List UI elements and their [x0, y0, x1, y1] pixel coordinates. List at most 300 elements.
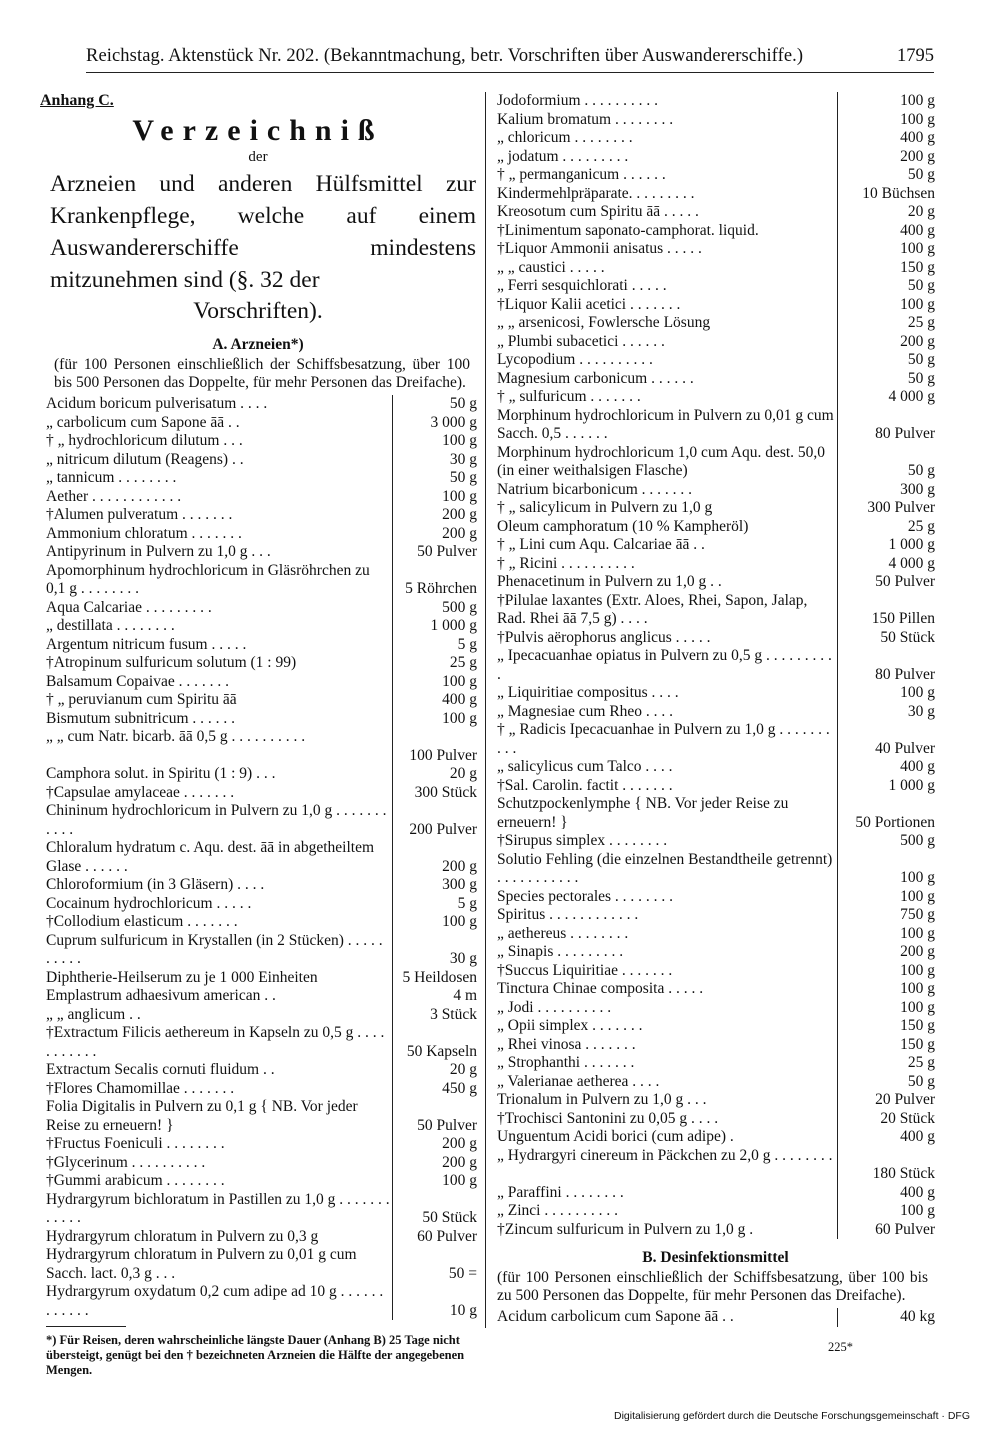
right-item-row — [497, 333, 934, 352]
item-amount: 100 g — [392, 488, 477, 507]
left-item-row — [40, 599, 476, 618]
right-item-row — [497, 518, 934, 537]
right-item-row — [497, 166, 934, 185]
left-item-row — [40, 617, 476, 636]
item-amount: 150 g — [837, 1017, 935, 1036]
right-item-row — [497, 203, 934, 222]
left-item-row — [40, 1024, 476, 1061]
item-amount: 50 g — [837, 166, 935, 185]
item-name: Species pectorales . . . . . . . . — [497, 887, 674, 905]
item-amount: 100 g — [392, 1172, 477, 1191]
item-name: † „ peruvianum cum Spiritu āā — [46, 691, 237, 708]
right-item-row — [497, 592, 934, 629]
section-b-note: (für 100 Personen einschließlich der Schiffsbesatzung, über 100 bis zu 500 Personen das Doppelte, für mehr Personen das Dreifache). — [497, 1269, 928, 1304]
item-amount: 50 Pulver — [837, 573, 935, 592]
item-name: Acidum carbolicum cum Sapone āā . . — [497, 1308, 734, 1325]
left-item-row — [40, 710, 476, 729]
item-name: Antipyrinum in Pulvern zu 1,0 g . . . — [46, 543, 271, 560]
item-amount: 50 Pulver — [392, 543, 477, 562]
item-name: „ Sinapis . . . . . . . . . — [497, 943, 624, 960]
page-header — [86, 40, 934, 74]
item-amount: 5 Heildosen — [392, 969, 477, 988]
item-amount: 5 g — [392, 636, 477, 655]
item-name: „ Opii simplex . . . . . . . — [497, 1017, 643, 1034]
item-name: „ chloricum . . . . . . . . — [497, 129, 633, 146]
right-item-row — [497, 925, 934, 944]
item-amount: 20 g — [392, 1061, 477, 1080]
item-name: „ Ferri sesquichlorati . . . . . — [497, 277, 667, 294]
item-amount: 400 g — [837, 222, 935, 241]
right-item-row — [497, 943, 934, 962]
item-name: Diphtherie-Heilserum zu je 1 000 Einheiten — [46, 968, 318, 986]
item-name: „ „ anglicum . . — [46, 1005, 141, 1023]
footnote-rule — [46, 1326, 126, 1327]
item-amount: 20 g — [392, 765, 477, 784]
item-amount: 400 g — [837, 1128, 935, 1147]
right-item-row — [497, 148, 934, 167]
right-item-row — [497, 555, 934, 574]
left-item-row — [40, 802, 476, 839]
item-name: Aether . . . . . . . . . . . . — [46, 487, 182, 505]
item-name: Apomorphinum hydrochloricum in Gläsröhrchen zu 0,1 g . . . . . . . . — [46, 561, 370, 597]
item-amount: 100 g — [837, 999, 935, 1018]
item-name: †Collodium elasticum . . . . . . . — [46, 913, 238, 930]
item-name: „ aethereus . . . . . . . . — [497, 924, 629, 942]
item-amount: 50 g — [837, 277, 935, 296]
right-item-row — [497, 536, 934, 555]
heading-der: der — [248, 149, 268, 165]
item-amount: 100 g — [837, 684, 935, 703]
item-name: Kreosotum cum Spiritu āā . . . . . — [497, 203, 699, 220]
right-item-row — [497, 499, 934, 518]
left-item-row — [40, 784, 476, 803]
item-amount: 100 g — [837, 980, 935, 999]
item-amount: 300 g — [837, 481, 935, 500]
left-item-row — [40, 414, 476, 433]
item-amount: 25 g — [837, 1054, 935, 1073]
left-item-row — [40, 395, 476, 414]
left-item-row — [40, 932, 476, 969]
item-name: „ Zinci . . . . . . . . . . — [497, 1202, 618, 1219]
item-amount: 50 g — [837, 370, 935, 389]
left-item-row — [40, 969, 476, 988]
item-amount: 200 g — [392, 839, 477, 876]
item-amount: 400 g — [837, 1184, 935, 1203]
signature-mark: 225* — [828, 1340, 853, 1354]
section-b-item-list — [497, 1308, 934, 1327]
item-name: Kindermehlpräparate. . . . . . . . . — [497, 184, 695, 202]
right-item-row — [497, 777, 934, 796]
right-item-row — [497, 999, 934, 1018]
item-name: Bismutum subnitricum . . . . . . — [46, 709, 236, 727]
item-name: †Zincum sulfuricum in Pulvern zu 1,0 g . — [497, 1220, 754, 1238]
item-name: „ Valerianae aetherea . . . . — [497, 1072, 660, 1090]
digitization-credit: Digitalisierung gefördert durch die Deutsche Forschungsgemeinschaft · DFG — [613, 1410, 970, 1422]
right-item-row — [497, 314, 934, 333]
annex-label: Anhang C. — [40, 92, 114, 109]
item-name: †Pilulae laxantes (Extr. Aloes, Rhei, Sapon, Jalap, Rad. Rhei āā 7,5 g) . . . . — [497, 591, 808, 627]
item-name: Morphinum hydrochloricum in Pulvern zu 0,01 g cum Sacch. 0,5 . . . . . . — [497, 406, 834, 442]
item-name: Natrium bicarbonicum . . . . . . . — [497, 480, 692, 498]
item-amount: 40 kg — [837, 1308, 935, 1327]
item-name: †Gummi arabicum . . . . . . . . — [46, 1172, 225, 1189]
item-name: Hydrargyrum chloratum in Pulvern zu 0,01 g cum Sacch. lact. 0,3 g . . . — [46, 1246, 357, 1282]
item-amount: 50 Kapseln — [392, 1024, 477, 1061]
item-name: „ Liquiritiae compositus . . . . — [497, 684, 679, 701]
item-amount: 50 g — [837, 444, 935, 481]
item-name: †Pulvis aërophorus anglicus . . . . . — [497, 628, 711, 646]
intro-text: Arzneien und anderen Hülfsmittel zur Krankenpflege, welche auf einem Auswandererschiffe mindestens mitzunehmen sind (§. 32 der — [50, 171, 476, 293]
item-amount: 4 000 g — [837, 555, 935, 574]
item-amount: 40 Pulver — [837, 721, 935, 758]
left-item-row — [40, 654, 476, 673]
item-name: † „ Lini cum Aqu. Calcariae āā . . — [497, 536, 705, 553]
left-item-row — [40, 1191, 476, 1228]
right-item-row — [497, 240, 934, 259]
item-amount: 5 Röhrchen — [392, 562, 477, 599]
left-item-row — [40, 839, 476, 876]
item-name: †Alumen pulveratum . . . . . . . — [46, 506, 233, 523]
item-amount: 100 g — [837, 296, 935, 315]
item-amount: 20 Pulver — [837, 1091, 935, 1110]
left-item-row — [40, 728, 476, 765]
item-amount: 20 Stück — [837, 1110, 935, 1129]
item-name: †Flores Chamomillae . . . . . . . — [46, 1079, 235, 1097]
item-name: Cuprum sulfuricum in Krystallen (in 2 Stücken) . . . . . . . . . . — [46, 931, 383, 967]
right-item-row — [497, 721, 934, 758]
item-name: †Succus Liquiritiae . . . . . . . — [497, 961, 673, 979]
item-name: Phenacetinum in Pulvern zu 1,0 g . . — [497, 573, 722, 590]
item-amount: 100 g — [392, 432, 477, 451]
item-amount: 150 Pillen — [837, 592, 935, 629]
right-item-row — [497, 1221, 934, 1240]
item-amount: 300 Stück — [392, 784, 477, 803]
right-item-row — [497, 296, 934, 315]
item-amount: 200 g — [837, 333, 935, 352]
item-amount: 750 g — [837, 906, 935, 925]
item-name: Tinctura Chinae composita . . . . . — [497, 980, 704, 997]
right-column — [497, 92, 934, 1327]
right-item-row — [497, 629, 934, 648]
item-name: Hydrargyrum bichloratum in Pastillen zu 1,0 g . . . . . . . . . . . . — [46, 1190, 390, 1226]
right-item-row — [497, 1184, 934, 1203]
item-name: „ Ipecacuanhae opiatus in Pulvern zu 0,5 g . . . . . . . . . . — [497, 647, 832, 683]
item-amount: 30 g — [837, 703, 935, 722]
item-amount: 400 g — [837, 129, 935, 148]
item-name: „ Strophanthi . . . . . . . — [497, 1054, 635, 1071]
item-name: †Capsulae amylaceae . . . . . . . — [46, 783, 235, 801]
item-amount: 200 g — [392, 1135, 477, 1154]
right-item-row — [497, 111, 934, 130]
item-amount: 150 g — [837, 1036, 935, 1055]
right-item-row — [497, 1073, 934, 1092]
item-name: †Trochisci Santonini zu 0,05 g . . . . — [497, 1109, 719, 1127]
item-amount: 1 000 g — [837, 777, 935, 796]
section-b-title: B. Desinfektionsmittel — [642, 1249, 789, 1266]
item-name: Balsamum Copaivae . . . . . . . — [46, 672, 229, 690]
item-name: „ destillata . . . . . . . . — [46, 617, 175, 634]
item-name: †Atropinum sulfuricum solutum (1 : 99) — [46, 654, 297, 671]
right-item-row — [497, 1036, 934, 1055]
item-name: †Extractum Filicis aethereum in Kapseln zu 0,5 g . . . . . . . . . . . — [46, 1024, 385, 1060]
section-b-item-row — [497, 1308, 934, 1327]
left-item-row — [40, 1006, 476, 1025]
right-item-row — [497, 185, 934, 204]
item-amount: 60 Pulver — [837, 1221, 935, 1240]
item-name: †Fructus Foeniculi . . . . . . . . — [46, 1135, 225, 1152]
item-name: „ carbolicum cum Sapone āā . . — [46, 413, 240, 431]
item-amount: 25 g — [837, 314, 935, 333]
section-a-note: (für 100 Personen einschließlich der Schiffsbesatzung, über 100 bis 500 Personen das Doppelte, für mehr Personen das Dreifache). — [54, 356, 470, 391]
item-amount: 200 g — [392, 525, 477, 544]
item-name: †Sirupus simplex . . . . . . . . — [497, 832, 668, 849]
item-amount: 30 g — [392, 451, 477, 470]
item-amount: 200 g — [392, 1154, 477, 1173]
item-amount: 10 g — [392, 1283, 477, 1320]
right-item-row — [497, 573, 934, 592]
right-item-row — [497, 962, 934, 981]
item-name: Morphinum hydrochloricum 1,0 cum Aqu. dest. 50,0 (in einer weithalsigen Flasche) — [497, 443, 826, 479]
footnote: *) Für Reisen, deren wahrscheinliche längste Dauer (Anhang B) 25 Tage nicht übersteigt, genügt bei den † bezeichneten Arzneien die Hälfte der angegebenen Mengen. — [46, 1333, 465, 1377]
item-name: Magnesium carbonicum . . . . . . — [497, 369, 694, 387]
left-item-row — [40, 673, 476, 692]
item-name: Lycopodium . . . . . . . . . . — [497, 351, 653, 368]
right-item-row — [497, 647, 934, 684]
item-amount: 200 g — [837, 148, 935, 167]
item-amount: 50 Stück — [392, 1191, 477, 1228]
item-amount: 100 g — [837, 925, 935, 944]
right-item-row — [497, 888, 934, 907]
intro-text-end: Vorschriften). — [193, 298, 323, 324]
item-name: „ tannicum . . . . . . . . — [46, 469, 177, 486]
item-name: Spiritus . . . . . . . . . . . . — [497, 906, 639, 923]
item-name: †Liquor Kalii acetici . . . . . . . — [497, 295, 681, 313]
item-name: Kalium bromatum . . . . . . . . — [497, 110, 674, 128]
item-amount: 50 Portionen — [837, 795, 935, 832]
item-name: Chloroformium (in 3 Gläsern) . . . . — [46, 876, 265, 893]
item-name: Schutzpockenlymphe { NB. Vor jeder Reise zu erneuern! } — [497, 795, 789, 831]
item-amount: 300 g — [392, 876, 477, 895]
item-name: „ Plumbi subacetici . . . . . . — [497, 332, 665, 350]
right-item-row — [497, 1054, 934, 1073]
item-amount: 100 g — [392, 710, 477, 729]
item-amount: 400 g — [392, 691, 477, 710]
item-amount: 3 000 g — [392, 414, 477, 433]
left-item-row — [40, 876, 476, 895]
header-rule — [86, 72, 934, 73]
item-name: Extractum Secalis cornuti fluidum . . — [46, 1061, 275, 1078]
right-item-row — [497, 277, 934, 296]
item-name: „ „ arsenicosi, Fowlersche Lösung — [497, 314, 711, 331]
item-name: † „ permanganicum . . . . . . — [497, 166, 666, 183]
right-item-row — [497, 832, 934, 851]
item-amount: 50 Stück — [837, 629, 935, 648]
item-amount: 500 g — [837, 832, 935, 851]
item-amount: 100 g — [837, 962, 935, 981]
left-item-row — [40, 691, 476, 710]
item-name: Camphora solut. in Spiritu (1 : 9) . . . — [46, 765, 276, 782]
item-name: Jodoformium . . . . . . . . . . — [497, 92, 659, 109]
item-name: „ „ cum Natr. bicarb. āā 0,5 g . . . . . . . . . . — [46, 728, 306, 745]
item-amount: 4 000 g — [837, 388, 935, 407]
item-amount: 400 g — [837, 758, 935, 777]
item-amount: 500 g — [392, 599, 477, 618]
right-item-row — [497, 444, 934, 481]
item-amount: 1 000 g — [392, 617, 477, 636]
page-number: 1795 — [897, 46, 934, 66]
item-amount: 1 000 g — [837, 536, 935, 555]
right-item-row — [497, 388, 934, 407]
document-heading: Verzeichniß — [132, 114, 384, 147]
item-name: Ammonium chloratum . . . . . . . — [46, 524, 242, 542]
column-divider — [485, 92, 486, 1328]
item-name: †Liquor Ammonii anisatus . . . . . — [497, 240, 702, 257]
item-amount: 100 g — [837, 851, 935, 888]
item-amount: 200 g — [392, 506, 477, 525]
left-item-list — [40, 395, 476, 1320]
item-amount: 450 g — [392, 1080, 477, 1099]
item-amount: 200 g — [837, 943, 935, 962]
item-name: Hydrargyrum chloratum in Pulvern zu 0,3 g — [46, 1227, 319, 1245]
item-amount: 100 g — [837, 92, 935, 111]
left-item-row — [40, 432, 476, 451]
item-name: † „ Radicis Ipecacuanhae in Pulvern zu 1,0 g . . . . . . . . . . — [497, 721, 830, 757]
item-amount: 5 g — [392, 895, 477, 914]
item-amount: 300 Pulver — [837, 499, 935, 518]
item-amount: 100 g — [837, 888, 935, 907]
right-item-row — [497, 1128, 934, 1147]
item-name: † „ sulfuricum . . . . . . . — [497, 388, 641, 405]
item-name: †Glycerinum . . . . . . . . . . — [46, 1153, 206, 1171]
right-item-row — [497, 1017, 934, 1036]
item-name: „ jodatum . . . . . . . . . — [497, 147, 629, 165]
left-item-row — [40, 1135, 476, 1154]
right-item-row — [497, 758, 934, 777]
item-amount: 25 g — [837, 518, 935, 537]
item-name: Folia Digitalis in Pulvern zu 0,1 g { NB. Vor jeder Reise zu erneuern! } — [46, 1098, 358, 1134]
left-item-row — [40, 1228, 476, 1247]
item-amount: 10 Büchsen — [837, 185, 935, 204]
item-amount: 60 Pulver — [392, 1228, 477, 1247]
right-item-row — [497, 703, 934, 722]
right-item-row — [497, 795, 934, 832]
right-item-row — [497, 92, 934, 111]
right-item-row — [497, 351, 934, 370]
item-name: „ salicylicus cum Talco . . . . — [497, 758, 673, 775]
left-item-row — [40, 1080, 476, 1099]
item-name: Acidum boricum pulverisatum . . . . — [46, 395, 268, 412]
item-amount: 50 g — [392, 469, 477, 488]
right-item-row — [497, 684, 934, 703]
left-item-row — [40, 562, 476, 599]
right-item-row — [497, 129, 934, 148]
running-title: Reichstag. Aktenstück Nr. 202. (Bekanntmachung, betr. Vorschriften über Auswandererschiffe.) — [86, 46, 804, 66]
left-item-row — [40, 987, 476, 1006]
item-name: „ Magnesiae cum Rheo . . . . — [497, 702, 674, 720]
item-amount: 30 g — [392, 932, 477, 969]
item-name: „ nitricum dilutum (Reagens) . . — [46, 450, 244, 468]
item-amount: 150 g — [837, 259, 935, 278]
item-amount: 50 Pulver — [392, 1098, 477, 1135]
item-name: „ Paraffini . . . . . . . . — [497, 1183, 624, 1201]
item-name: Argentum nitricum fusum . . . . . — [46, 635, 247, 653]
right-item-row — [497, 370, 934, 389]
right-item-row — [497, 1110, 934, 1129]
left-item-row — [40, 636, 476, 655]
right-item-row — [497, 481, 934, 500]
item-amount: 80 Pulver — [837, 407, 935, 444]
item-name: Chloralum hydratum c. Aqu. dest. āā in abgetheiltem Glase . . . . . . — [46, 839, 375, 875]
item-name: † „ hydrochloricum dilutum . . . — [46, 432, 243, 449]
item-name: Cocainum hydrochloricum . . . . . — [46, 894, 252, 912]
left-item-row — [40, 1061, 476, 1080]
left-item-row — [40, 525, 476, 544]
item-name: „ Jodi . . . . . . . . . . — [497, 998, 612, 1016]
right-item-row — [497, 906, 934, 925]
left-item-row — [40, 765, 476, 784]
item-amount: 100 g — [392, 673, 477, 692]
item-name: Emplastrum adhaesivum american . . — [46, 987, 276, 1004]
item-name: „ Rhei vinosa . . . . . . . — [497, 1035, 636, 1053]
item-name: „ Hydrargyri cinereum in Päckchen zu 2,0 g . . . . . . . . — [497, 1146, 833, 1164]
right-item-row — [497, 1091, 934, 1110]
item-amount: 50 = — [392, 1246, 477, 1283]
left-item-row — [40, 1283, 476, 1320]
left-column — [40, 92, 476, 1378]
item-amount: 100 Pulver — [392, 728, 477, 765]
item-amount: 3 Stück — [392, 1006, 477, 1025]
left-item-row — [40, 506, 476, 525]
right-item-row — [497, 1202, 934, 1221]
item-amount: 100 g — [837, 111, 935, 130]
item-amount: 50 g — [392, 395, 477, 414]
right-item-row — [497, 1147, 934, 1184]
right-item-row — [497, 259, 934, 278]
item-amount: 100 g — [392, 913, 477, 932]
item-amount: 20 g — [837, 203, 935, 222]
right-item-list — [497, 92, 934, 1239]
item-amount: 200 Pulver — [392, 802, 477, 839]
item-name: † „ salicylicum in Pulvern zu 1,0 g — [497, 499, 713, 516]
right-item-row — [497, 851, 934, 888]
left-item-row — [40, 1172, 476, 1191]
item-amount: 180 Stück — [837, 1147, 935, 1184]
left-item-row — [40, 543, 476, 562]
item-name: †Sal. Carolin. factit . . . . . . . — [497, 776, 673, 794]
item-name: „ „ caustici . . . . . — [497, 258, 605, 276]
left-item-row — [40, 1098, 476, 1135]
left-item-row — [40, 451, 476, 470]
item-amount: 50 g — [837, 351, 935, 370]
item-name: Aqua Calcariae . . . . . . . . . — [46, 598, 212, 616]
item-name: Oleum camphoratum (10 % Kampheröl) — [497, 517, 749, 535]
item-name: Solutio Fehling (die einzelnen Bestandtheile getrennt) . . . . . . . . . . . — [497, 850, 833, 886]
left-item-row — [40, 488, 476, 507]
item-amount: 80 Pulver — [837, 647, 935, 684]
item-amount: 25 g — [392, 654, 477, 673]
left-item-row — [40, 1246, 476, 1283]
left-item-row — [40, 469, 476, 488]
right-item-row — [497, 222, 934, 241]
item-name: † „ Ricini . . . . . . . . . . — [497, 554, 635, 572]
item-name: Chininum hydrochloricum in Pulvern zu 1,0 g . . . . . . . . . . . — [46, 802, 387, 838]
section-a-title: A. Arzneien*) — [212, 336, 304, 353]
item-amount: 4 m — [392, 987, 477, 1006]
left-item-row — [40, 895, 476, 914]
item-amount: 100 g — [837, 1202, 935, 1221]
item-amount: 100 g — [837, 240, 935, 259]
right-item-row — [497, 980, 934, 999]
